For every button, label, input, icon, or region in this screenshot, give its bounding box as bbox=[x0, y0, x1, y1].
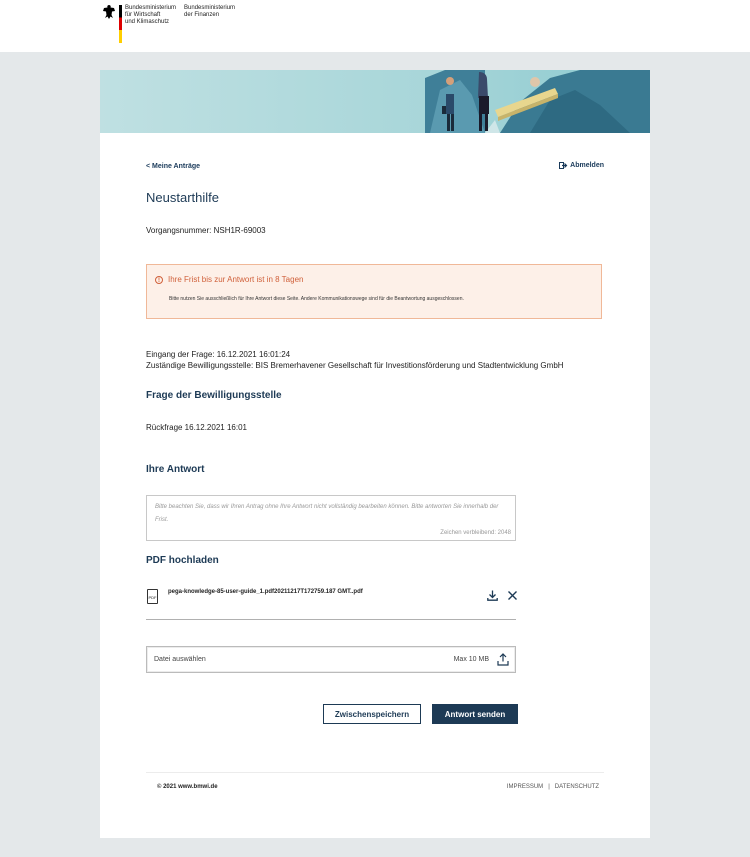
request-meta bbox=[146, 349, 564, 371]
file-select-input[interactable] bbox=[146, 646, 516, 673]
responsible-authority: Zuständige Bewilligungsstelle: BIS Bremerhavener Gesellschaft für Investitionsförderung und Stadtentwicklung GmbH bbox=[146, 361, 564, 370]
top-header bbox=[0, 0, 750, 52]
privacy-link[interactable]: DATENSCHUTZ bbox=[554, 784, 599, 790]
pdf-file-icon: PDF bbox=[147, 589, 158, 604]
file-select-label: Datei auswählen bbox=[154, 656, 206, 663]
page-title: Neustarthilfe bbox=[146, 190, 219, 205]
federal-eagle-icon bbox=[102, 4, 116, 20]
german-flag-stripe bbox=[119, 5, 122, 43]
received-date: Eingang der Frage: 16.12.2021 16:01:24 bbox=[146, 350, 291, 359]
imprint-link[interactable]: IMPRESSUM bbox=[506, 784, 544, 790]
question-heading: Frage der Bewilligungsstelle bbox=[146, 390, 282, 401]
download-icon[interactable] bbox=[487, 590, 498, 601]
upload-icon[interactable] bbox=[497, 653, 509, 666]
alert-title: Ihre Frist bis zur Antwort ist in 8 Tagen bbox=[168, 275, 304, 284]
footer-divider bbox=[146, 772, 604, 773]
banner-illustration bbox=[100, 70, 650, 133]
uploaded-file-row bbox=[146, 586, 516, 620]
logout-icon bbox=[559, 162, 568, 169]
case-number: Vorgangsnummer: NSH1R-69003 bbox=[146, 226, 266, 235]
send-answer-button[interactable]: Antwort senden bbox=[432, 704, 518, 724]
answer-placeholder: Bitte beachten Sie, dass wir Ihren Antrag ohne Ihre Antwort nicht vollständig bearbeiten können. Bitte antworten Sie innerhalb der Frist. bbox=[155, 504, 499, 523]
remove-file-icon[interactable] bbox=[507, 590, 518, 601]
deadline-alert bbox=[146, 264, 602, 319]
max-file-size: Max 10 MB bbox=[453, 656, 489, 663]
back-to-applications-link[interactable]: < Meine Anträge bbox=[146, 163, 201, 170]
ministry-name-economy: Bundesministerium für Wirtschaft und Klimaschutz bbox=[125, 5, 177, 25]
character-counter: Zeichen verbleibend: 2048 bbox=[440, 530, 511, 536]
answer-heading: Ihre Antwort bbox=[146, 464, 205, 475]
ministry-logo[interactable] bbox=[102, 4, 235, 43]
footer-separator: | bbox=[548, 784, 550, 790]
warning-icon: ! bbox=[155, 276, 163, 284]
logout-button[interactable] bbox=[559, 162, 604, 169]
uploaded-file-name: pega-knowledge-85-user-guide_1.pdf20211217T172759.187 GMT..pdf bbox=[168, 589, 363, 595]
pdf-upload-heading: PDF hochladen bbox=[146, 555, 219, 566]
footer-links bbox=[507, 784, 599, 790]
answer-textarea[interactable] bbox=[146, 495, 516, 541]
footer-copyright: © 2021 www.bmwi.de bbox=[157, 784, 218, 790]
logout-label: Abmelden bbox=[570, 162, 604, 169]
save-draft-button[interactable]: Zwischenspeichern bbox=[323, 704, 421, 724]
main-card bbox=[100, 70, 650, 838]
alert-body: Bitte nutzen Sie ausschließlich für Ihre Antwort diese Seite. Andere Kommunikationswege sind für die Beantwortung ausgeschlossen. bbox=[169, 296, 464, 302]
question-text: Rückfrage 16.12.2021 16:01 bbox=[146, 423, 247, 432]
header-banner-image bbox=[100, 70, 650, 133]
ministry-name-finance: Bundesministerium der Finanzen bbox=[184, 5, 236, 18]
